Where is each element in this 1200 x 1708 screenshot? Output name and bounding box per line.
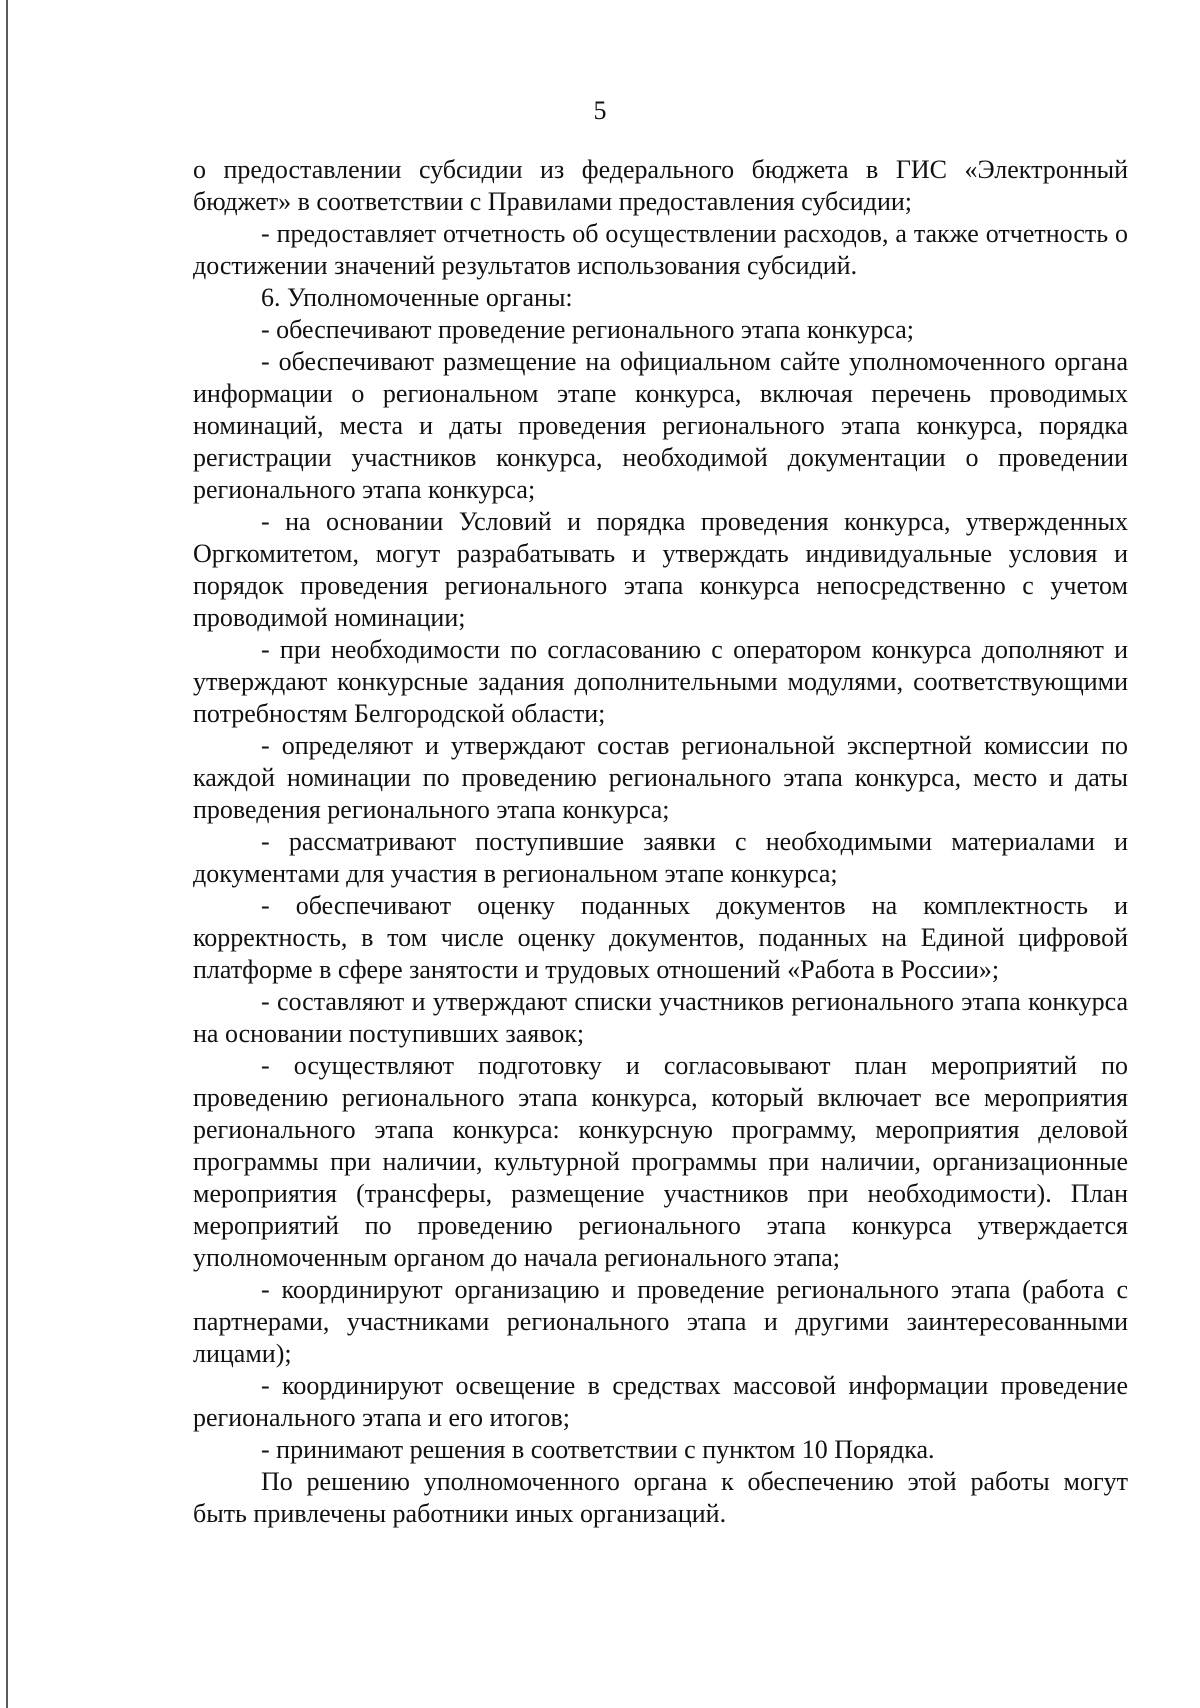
paragraph-decisions: - принимают решения в соответствии с пунктом 10 Порядка. — [261, 1435, 935, 1464]
paragraph-coordination: - координируют организацию и проведение регионального этапа (работа с партнерами, участниками регионального этапа и другими заинтересованными лицами); — [193, 1275, 1128, 1368]
paragraph-media-coverage: - координируют освещение в средствах массовой информации проведение регионального этапа и его итогов; — [193, 1371, 1128, 1432]
paragraph-other-organizations: По решению уполномоченного органа к обеспечению этой работы могут быть привлечены работники иных организаций. — [193, 1467, 1128, 1528]
document-body — [193, 154, 1128, 1530]
page-number: 5 — [593, 96, 607, 125]
paragraph-event-plan: - осуществляют подготовку и согласовывают план мероприятий по проведению регионального этапа конкурса, который включает все мероприятия регионального этапа конкурса: конкурсную программу, мероприятия деловой программы при наличии, культурной программы при наличии, организационные мероприятия (трансферы, размещение участников при необходимости). План мероприятий по проведению регионального этапа конкурса утверждается уполномоченным органом до начала регионального этапа; — [193, 1051, 1128, 1272]
paragraph-competition-tasks: - при необходимости по согласованию с оператором конкурса дополняют и утверждают конкурсные задания дополнительными модулями, соответствующими потребностям Белгородской области; — [193, 635, 1128, 728]
paragraph-expert-commission: - определяют и утверждают состав региональной экспертной комиссии по каждой номинации по проведению регионального этапа конкурса, место и даты проведения регионального этапа конкурса; — [193, 731, 1128, 824]
paragraph-subsidy-gis: о предоставлении субсидии из федерального бюджета в ГИС «Электронный бюджет» в соответствии с Правилами предоставления субсидии; — [193, 155, 1128, 216]
scan-edge-line — [6, 0, 8, 1708]
paragraph-conditions-order: - на основании Условий и порядка проведения конкурса, утвержденных Оргкомитетом, могут разрабатывать и утверждать индивидуальные условия и порядок проведения регионального этапа конкурса непосредственно с учетом проводимой номинации; — [193, 507, 1128, 632]
paragraph-ensure-regional-stage: - обеспечивают проведение регионального этапа конкурса; — [261, 315, 915, 344]
paragraph-review-applications: - рассматривают поступившие заявки с необходимыми материалами и документами для участия в региональном этапе конкурса; — [193, 827, 1128, 888]
paragraph-document-evaluation: - обеспечивают оценку поданных документов на комплектность и корректность, в том числе оценку документов, поданных на Единой цифровой платформе в сфере занятости и трудовых отношений «Работа в России»; — [193, 891, 1128, 984]
paragraph-website-info: - обеспечивают размещение на официальном сайте уполномоченного органа информации о региональном этапе конкурса, включая перечень проводимых номинаций, места и даты проведения регионального этапа конкурса, порядка регистрации участников конкурса, необходимой документации о проведении регионального этапа конкурса; — [193, 347, 1128, 504]
section-heading-authorized-bodies: 6. Уполномоченные органы: — [261, 283, 573, 312]
paragraph-participant-lists: - составляют и утверждают списки участников регионального этапа конкурса на основании поступивших заявок; — [193, 987, 1128, 1048]
paragraph-reporting: - предоставляет отчетность об осуществлении расходов, а также отчетность о достижении значений результатов использования субсидий. — [193, 219, 1128, 280]
